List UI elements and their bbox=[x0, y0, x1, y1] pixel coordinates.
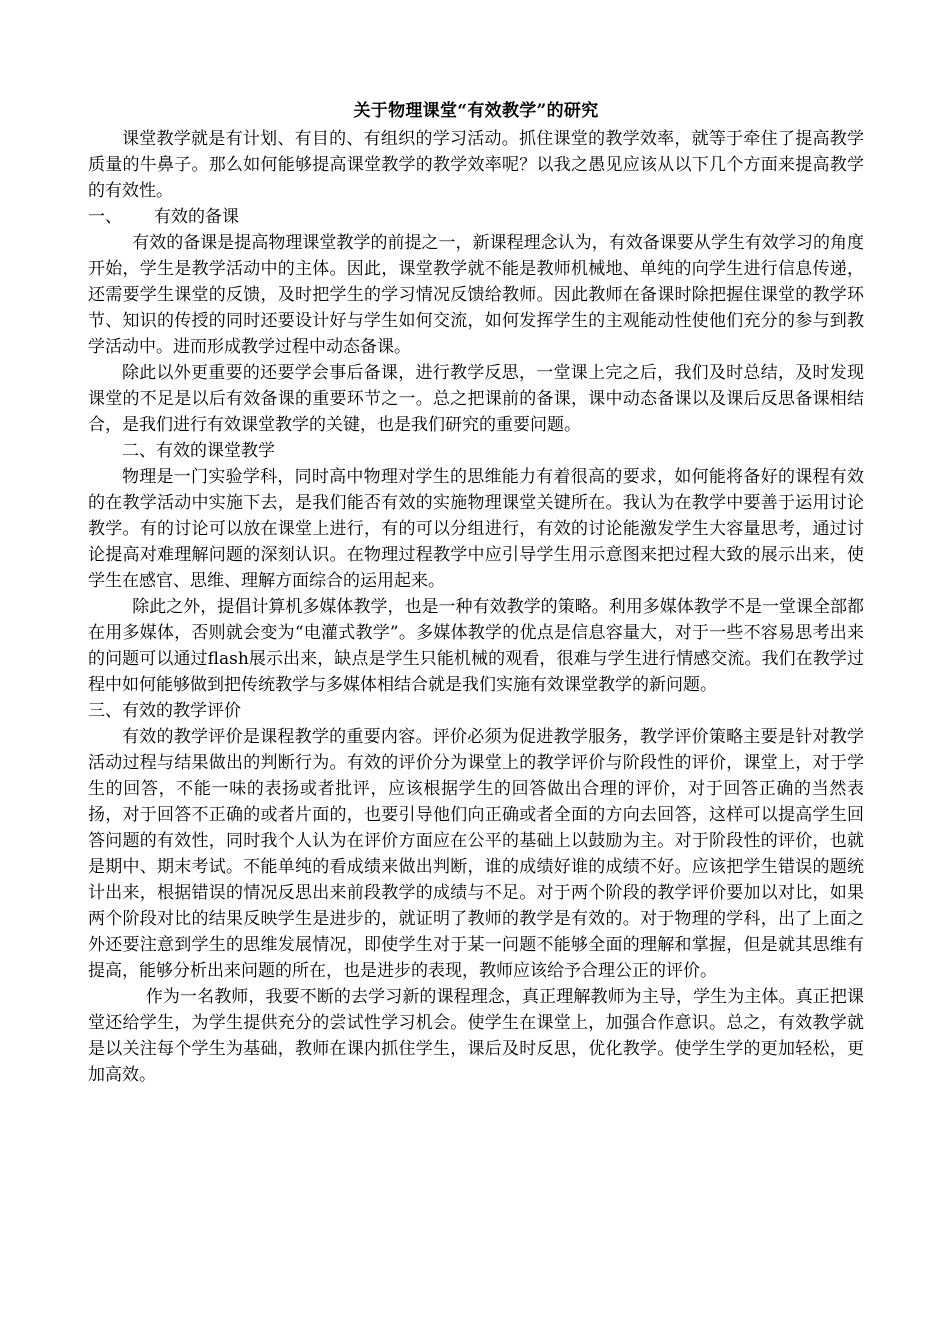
section-3-heading: 三、有效的教学评价 bbox=[88, 701, 241, 721]
document-page bbox=[88, 98, 864, 1088]
conclusion-paragraph: 作为一名教师，我要不断的去学习新的课程理念，真正理解教师为主导，学生为主体。真正把课堂还给学生，为学生提供充分的尝试性学习机会。使学生在课堂上，加强合作意识。总之，有效教学就是以关注每个学生为基础，教师在课内抓住学生，课后及时反思，优化教学。使学生学的更加轻松，更加高效。 bbox=[88, 987, 864, 1085]
section-1-title: 有效的备课 bbox=[154, 207, 239, 227]
section-2-paragraph-2: 除此之外，提倡计算机多媒体教学，也是一种有效教学的策略。利用多媒体教学不是一堂课全部都在用多媒体，否则就会变为“电灌式教学”。多媒体教学的优点是信息容量大，对于一些不容易思考出来的问题可以通过flash展示出来，缺点是学生只能机械的观看，很难与学生进行情感交流。我们在教学过程中如何能够做到把传统教学与多媒体相结合就是我们实施有效课堂教学的新问题。 bbox=[88, 597, 864, 695]
document-title: 关于物理课堂“有效教学”的研究 bbox=[353, 101, 599, 121]
section-2-heading: 二、有效的课堂教学 bbox=[122, 441, 275, 461]
section-1-paragraph-2: 除此以外更重要的还要学会事后备课，进行教学反思，一堂课上完之后，我们及时总结，及时发现课堂的不足是以后有效备课的重要环节之一。总之把课前的备课，课中动态备课以及课后反思备课相结合，是我们进行有效课堂教学的关键，也是我们研究的重要问题。 bbox=[88, 363, 864, 435]
section-2-paragraph-1: 物理是一门实验学科，同时高中物理对学生的思维能力有着很高的要求，如何能将备好的课程有效的在教学活动中实施下去，是我们能否有效的实施物理课堂关键所在。我认为在教学中要善于运用讨论教学。有的讨论可以放在课堂上进行，有的可以分组进行，有效的讨论能激发学生大容量思考，通过讨论提高对难理解问题的深刻认识。在物理过程教学中应引导学生用示意图来把过程大致的展示出来，使学生在感官、思维、理解方面综合的运用起来。 bbox=[88, 467, 864, 591]
section-1-heading bbox=[88, 204, 864, 230]
section-3-paragraph-1: 有效的教学评价是课程教学的重要内容。评价必须为促进教学服务，教学评价策略主要是针对教学活动过程与结果做出的判断行为。有效的评价分为课堂上的教学评价与阶段性的评价，课堂上，对于学生的回答，不能一味的表扬或者批评，应该根据学生的回答做出合理的评价，对于回答正确的当然表扬，对于回答不正确的或者片面的，也要引导他们向正确或者全面的方向去回答，这样可以提高学生回答问题的有效性，同时我个人认为在评价方面应在公平的基础上以鼓励为主。对于阶段性的评价，也就是期中、期末考试。不能单纯的看成绩来做出判断，谁的成绩好谁的成绩不好。应该把学生错误的题统计出来，根据错误的情况反思出来前段教学的成绩与不足。对于两个阶段的教学评价要加以对比，如果两个阶段对比的结果反映学生是进步的，就证明了教师的教学是有效的。对于物理的学科，出了上面之外还要注意到学生的思维发展情况，即使学生对于某一问题不能够全面的理解和掌握，但是就其思维有提高，能够分析出来问题的所在，也是进步的表现，教师应该给予合理公正的评价。 bbox=[88, 727, 864, 981]
intro-paragraph: 课堂教学就是有计划、有目的、有组织的学习活动。抓住课堂的教学效率，就等于牵住了提高教学质量的牛鼻子。那么如何能够提高课堂教学的教学效率呢？以我之愚见应该从以下几个方面来提高教学的有效性。 bbox=[88, 129, 864, 201]
section-1-number: 一、 bbox=[88, 207, 122, 227]
section-1-paragraph-1: 有效的备课是提高物理课堂教学的前提之一，新课程理念认为，有效备课要从学生有效学习的角度开始，学生是教学活动中的主体。因此，课堂教学就不能是教师机械地、单纯的向学生进行信息传递，还需要学生课堂的反馈，及时把学生的学习情况反馈给教师。因此教师在备课时除把握住课堂的教学环节、知识的传授的同时还要设计好与学生如何交流，如何发挥学生的主观能动性使他们充分的参与到教学活动中。进而形成教学过程中动态备课。 bbox=[88, 233, 864, 357]
